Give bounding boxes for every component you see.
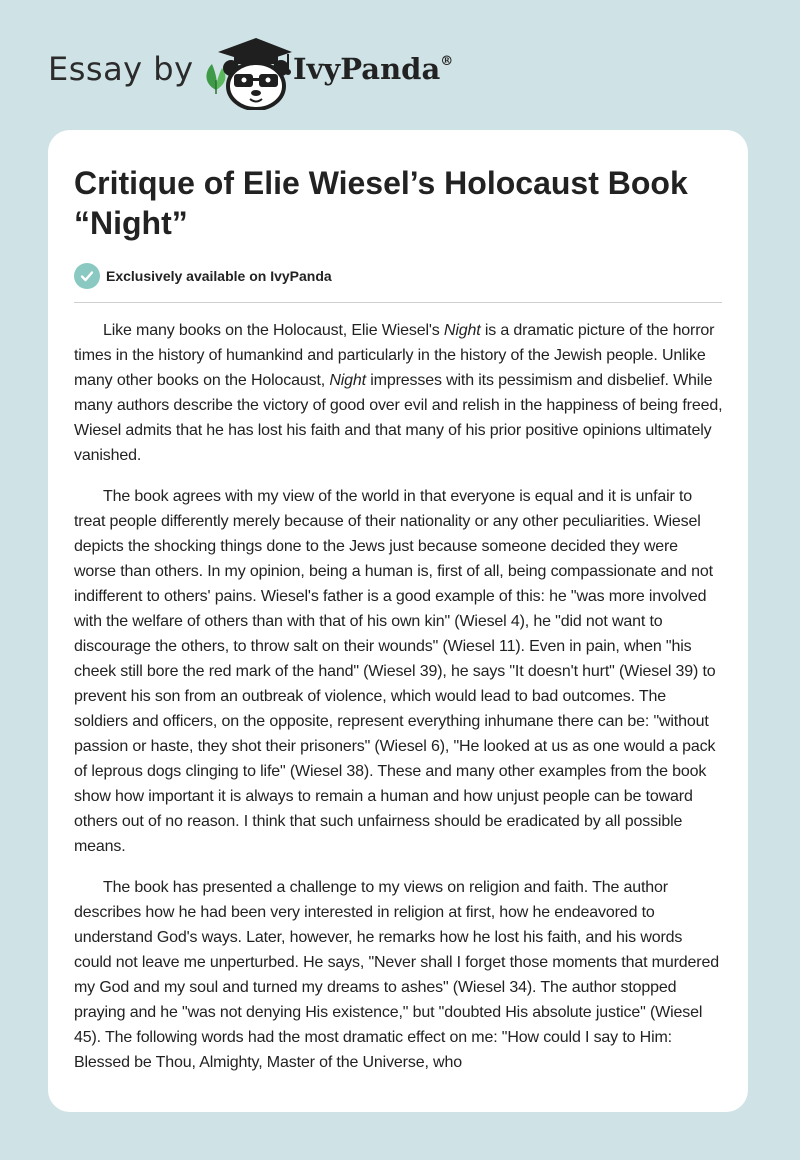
book-title-italic: Night [329,372,366,389]
divider [74,302,722,303]
check-icon [74,263,100,289]
paragraph-1-text-c: impresses with its pessimism and disbelief. While many authors describe the victory of good over evil and relish in the happiness of being freed, Wiesel admits that he has lost his faith and that many of his prior positive opinions ultimately vanished. [74,372,723,464]
logo-svg [200,34,300,110]
site-header [0,0,800,120]
brand-name[interactable] [293,52,453,86]
paragraph-1-text-a: Like many books on the Holocaust, Elie Wiesel's [103,322,444,339]
essay-title: Critique of Elie Wiesel’s Holocaust Book “Night” [74,165,688,241]
leaf-icon [206,64,225,94]
registered-mark: ® [440,54,454,69]
book-title-italic: Night [443,322,481,339]
panda-graduate-logo-icon[interactable] [200,34,300,110]
exclusive-label: Exclusively available on IvyPanda [106,268,332,284]
paragraph-1-text-b: is a dramatic picture of the horror times in the history of humankind and particularly in the history of the Jewish people. Unlike many other books on the Holocaust, [74,322,715,389]
essay-body [74,318,724,1091]
essay-by-label: Essay by [48,50,194,88]
paragraph-1 [74,318,724,468]
essay-card [48,130,748,1112]
paragraph-3: The book has presented a challenge to my views on religion and faith. The author describes how he had been very interested in religion at first, how he endeavored to understand God's ways. Later, however, he remarks how he lost his faith, and his words could not leave me unperturbed. He says, "Never shall I forget those moments that murdered my God and my soul and turned my dreams to ashes" (Wiesel 34). The author stopped praying and he "was not denying His existence," but "doubted His absolute justice" (Wiesel 45). The following words had the most dramatic effect on me: "How could I say to Him: Blessed be Thou, Almighty, Master of the Universe, who [74,879,719,1071]
brand-text: IvyPanda [293,52,441,86]
exclusive-badge [74,263,332,289]
paragraph-2: The book agrees with my view of the world in that everyone is equal and it is unfair to treat people differently merely because of their nationality or any other peculiarities. Wiesel depicts the shocking things done to the Jews just because someone decided they were worse than others. In my opinion, being a human is, first of all, being compassionate and not indifferent to others' pains. Wiesel's father is a good example of this: he "was more involved with the welfare of others than with that of his own kin" (Wiesel 4), he "did not want to discourage the others, to throw salt on their wounds" (Wiesel 11). Even in pain, when "his cheek still bore the red mark of the hand" (Wiesel 39), he says "It doesn't hurt" (Wiesel 39) to prevent his son from an outbreak of violence, which would lead to bad outcomes. The soldiers and officers, on the opposite, represent everything inhumane there can be: "without passion or haste, they shot their prisoners" (Wiesel 6), "He looked at us as one would a pack of leprous dogs clinging to life" (Wiesel 38). These and many other examples from the book show how important it is always to remain a human and how unjust people can be toward others out of no reason. I think that such unfairness should be eradicated by all possible means. [74,488,716,855]
